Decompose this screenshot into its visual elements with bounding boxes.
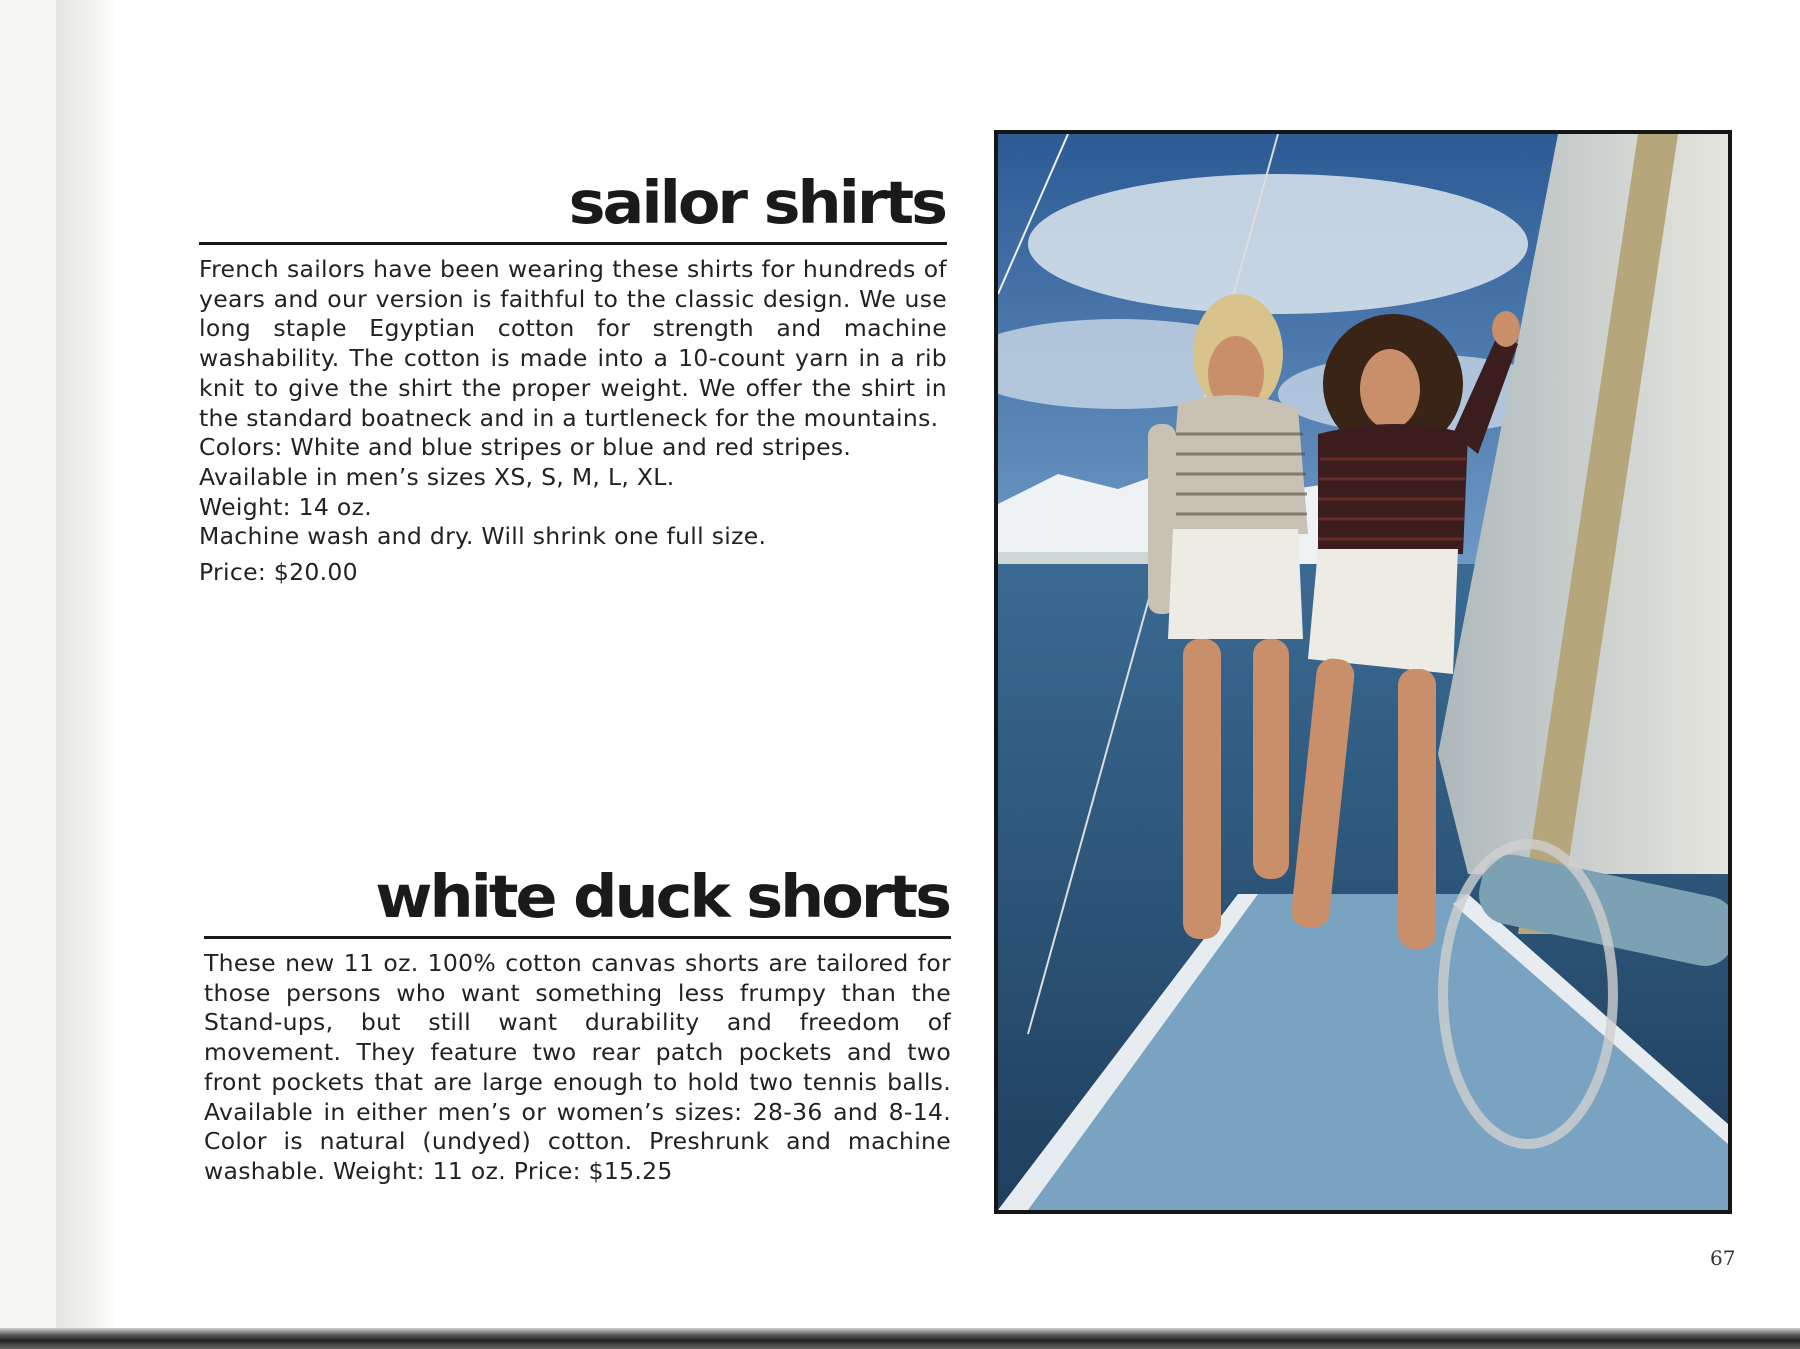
page-number: 67 <box>1710 1246 1736 1270</box>
sailor-shirts-care: Machine wash and dry. Will shrink one full size. <box>199 522 767 551</box>
sailor-shirts-price: Price: $20.00 <box>199 558 358 587</box>
sailor-shirts-description <box>199 255 947 588</box>
page-gutter <box>56 0 114 1332</box>
heading-rule <box>204 936 951 939</box>
book-bottom-edge <box>0 1328 1800 1349</box>
sailor-shirts-colors: Colors: White and blue stripes or blue and red stripes. <box>199 433 852 462</box>
sailor-shirts-weight: Weight: 14 oz. <box>199 492 373 521</box>
white-duck-shorts-section <box>204 862 951 1187</box>
catalog-page <box>56 0 1800 1332</box>
sailboat-photo-illustration <box>998 134 1728 1210</box>
heading-rule <box>199 242 947 245</box>
sailor-shirts-body: French sailors have been wearing these shirts for hundreds of years and our version is faithful to the classic design. We use long staple Egyptian cotton for strength and machine washability. The cotton is made into a 10-count yarn in a rib knit to give the shirt the proper weight. We offer the shirt in the standard boatneck and in a turtleneck for the mountains. <box>199 255 947 432</box>
sailor-shirts-section <box>199 168 947 588</box>
sailor-shirts-sizes: Available in men’s sizes XS, S, M, L, XL. <box>199 462 675 491</box>
photo-cloud <box>1028 174 1528 314</box>
white-duck-shorts-heading: white duck shorts <box>375 861 949 932</box>
white-duck-shorts-body: These new 11 oz. 100% cotton canvas shorts are tailored for those persons who want something less frumpy than the Stand-ups, but still want durability and freedom of movement. They feature two rear patch pockets and two front pockets that are large enough to hold two tennis balls. Available in either men’s or women’s sizes: 28-36 and 8-14. Color is natural (undyed) cotton. Preshrunk and machine washable. Weight: 11 oz. Price: $15.25 <box>204 949 951 1185</box>
sailboat-photo <box>994 130 1732 1214</box>
white-duck-shorts-description <box>204 949 951 1187</box>
sailor-shirts-heading: sailor shirts <box>568 167 945 238</box>
